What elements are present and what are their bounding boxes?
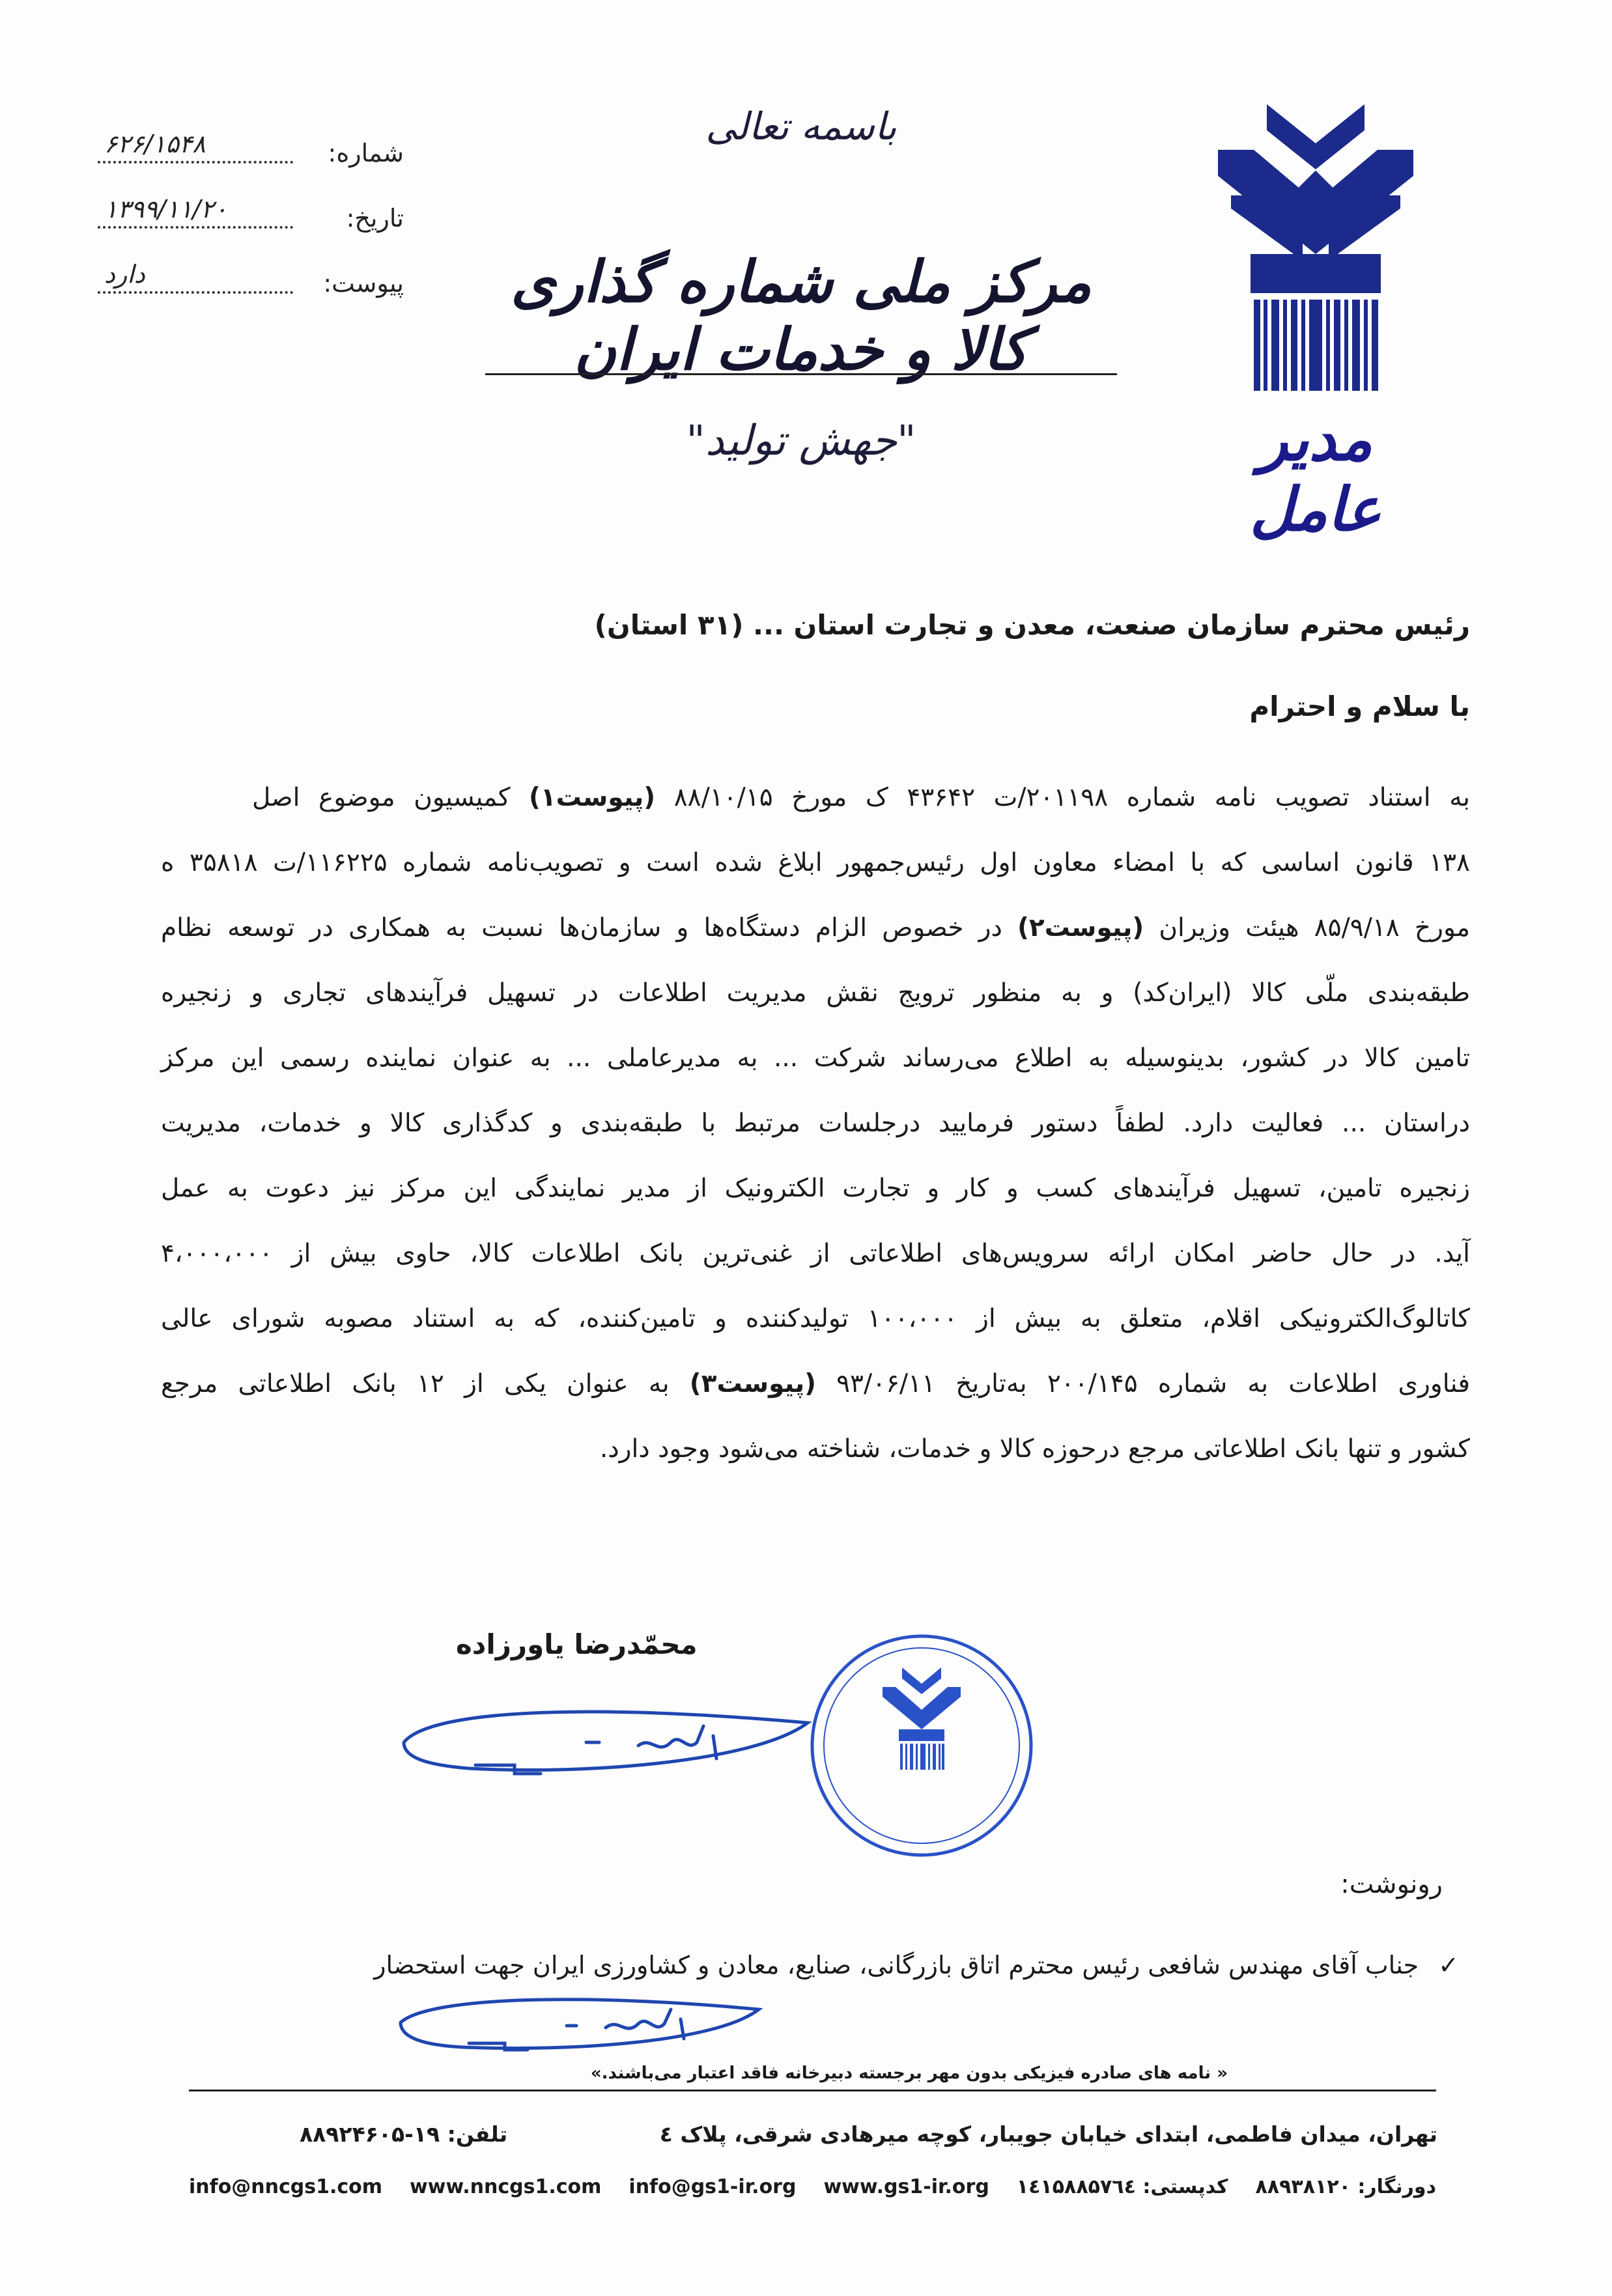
header-divider xyxy=(485,373,1117,375)
cc-recipient xyxy=(374,1951,1459,1979)
greeting: با سلام و احترام xyxy=(1249,690,1470,722)
official-stamp-seal xyxy=(808,1632,1036,1860)
dotted-line xyxy=(98,161,293,163)
dotted-line xyxy=(98,226,293,229)
body-text: فناوری اطلاعات به شماره ۲۰۰/۱۴۵ به‌تاریخ ۹۳/۰۶/۱۱ xyxy=(836,1369,1470,1398)
cc-recipient-text: جناب آقای مهندس شافعی رئیس محترم اتاق بازرگانی، صنایع، معادن و کشاورزی ایران جهت استحضار xyxy=(374,1951,1419,1979)
body-line: آید. در حال حاضر امکان ارائه سرویس‌های اطلاعاتی از غنی‌ترین بانک اطلاعات کالا، حاوی بیش از ۴،۰۰۰،۰۰۰ xyxy=(161,1239,1470,1268)
website-link[interactable]: www.nncgs1.com xyxy=(410,2176,602,2198)
handwritten-signature xyxy=(391,1697,821,1788)
body-text: مورخ ۸۵/۹/۱۸ هیئت وزیران xyxy=(1159,913,1470,942)
letter-attachment-label: پیوست: xyxy=(323,269,404,298)
body-line xyxy=(252,785,1470,810)
phone-number: تلفن: ۱۹-۸۸۹۲۴۶۰۵ xyxy=(300,2121,508,2147)
body-line xyxy=(161,1371,1470,1396)
letter-attachment-row xyxy=(98,244,404,303)
body-text: کمیسیون موضوع اصل xyxy=(252,783,511,812)
letter-date-value: ۱۳۹۹/۱۱/۲۰ xyxy=(104,195,227,223)
letter-date-label: تاریخ: xyxy=(346,204,404,233)
letter-date-row xyxy=(98,179,404,238)
body-line: تامین کالا در کشور، بدینوسیله به اطلاع می‌رساند شرکت ... به مدیرعاملی ... به عنوان نماینده رسمی این مرکز xyxy=(161,1043,1470,1073)
email-link[interactable]: info@gs1-ir.org xyxy=(629,2176,797,2198)
ceo-title: مدیر عامل xyxy=(1250,404,1381,545)
body-text: به عنوان یکی از ۱۲ بانک اطلاعاتی مرجع xyxy=(161,1369,670,1398)
letter-attachment-value: دارد xyxy=(104,260,145,289)
attachment-reference: (پیوست۱) xyxy=(529,783,656,812)
cc-signature xyxy=(391,1990,769,2055)
basmala: باسمه تعالی xyxy=(705,104,897,149)
body-line: طبقه‌بندی ملّی کالا (ایران‌کد) و به منظور ترویج نقش مدیریت اطلاعات در تسهیل فرآیندهای تجاری و زنجیره xyxy=(161,978,1470,1008)
cc-label: رونوشت: xyxy=(1340,1869,1443,1899)
contact-row xyxy=(189,2176,1436,2198)
body-line: ۱۳۸ قانون اساسی که با امضاء معاون اول رئیس‌جمهور ابلاغ شده است و تصویب‌نامه شماره ۱۱۶۲۲۵/ت ۳۵۸۱۸ ه xyxy=(161,848,1470,877)
letter-number-row xyxy=(98,114,404,173)
dotted-line xyxy=(98,291,293,294)
postal-code: کدپستی: ۱٤۱۵۸۸۵۷٦٤ xyxy=(1016,2176,1228,2198)
postal-address: تهران، میدان فاطمی، ابتدای خیابان جویبار، کوچه میرهادی شرقی، پلاک ٤ xyxy=(659,2121,1437,2147)
body-line xyxy=(161,915,1470,941)
validity-notice: « نامه های صادره فیزیکی بدون مهر برجسته دبیرخانه فاقد اعتبار می‌باشند.» xyxy=(590,2063,1228,2083)
letter-number-value: ۶۲۶/۱۵۴۸ xyxy=(104,130,206,158)
signer-name: محمّدرضا یاورزاده xyxy=(456,1628,698,1660)
body-text: به استناد تصویب نامه شماره ۲۰۱۱۹۸/ت ۴۳۶۴۲ ک مورخ ۸۸/۱۰/۱۵ xyxy=(673,783,1470,812)
organization-name: مرکز ملی شماره گذاری کالا و خدمات ایران xyxy=(511,248,1092,383)
checkmark-icon: ✓ xyxy=(1438,1951,1459,1979)
fax-number: دورنگار: ۸۸۹۳۸۱۲۰ xyxy=(1255,2176,1436,2198)
addressee: رئیس محترم سازمان صنعت، معدن و تجارت استان ... (۳۱ استان) xyxy=(594,609,1470,641)
body-text: در خصوص الزام دستگاه‌ها و سازمان‌ها نسبت به همکاری در توسعه نظام xyxy=(161,913,1002,942)
body-line: کشور و تنها بانک اطلاعاتی مرجع درحوزه کالا و خدمات، شناخته می‌شود وجود دارد. xyxy=(599,1434,1470,1464)
attachment-reference: (پیوست۳) xyxy=(689,1369,816,1398)
body-line: کاتالوگ‌الکترونیکی اقلام، متعلق به بیش از ۱۰۰،۰۰۰ تولیدکننده و تامین‌کننده، که به استناد مصوبه شورای عالی xyxy=(161,1304,1470,1333)
organization-logo-icon xyxy=(1218,104,1413,391)
letter-number-label: شماره: xyxy=(328,139,404,167)
email-link[interactable]: info@nncgs1.com xyxy=(189,2176,383,2198)
footer-divider xyxy=(189,2090,1436,2091)
attachment-reference: (پیوست۲) xyxy=(1017,913,1144,942)
body-line: زنجیره تامین، تسهیل فرآیندهای کسب و کار و تجارت الکترونیک از مدیر نمایندگی این مرکز نیز دعوت به عمل xyxy=(161,1174,1470,1203)
website-link[interactable]: www.gs1-ir.org xyxy=(823,2176,989,2198)
slogan: "جهش تولید" xyxy=(686,417,916,465)
body-line: دراستان ... فعالیت دارد. لطفاً دستور فرمایید درجلسات مرتبط با طبقه‌بندی و کدگذاری کالا و خدمات، مدیریت xyxy=(161,1109,1470,1138)
